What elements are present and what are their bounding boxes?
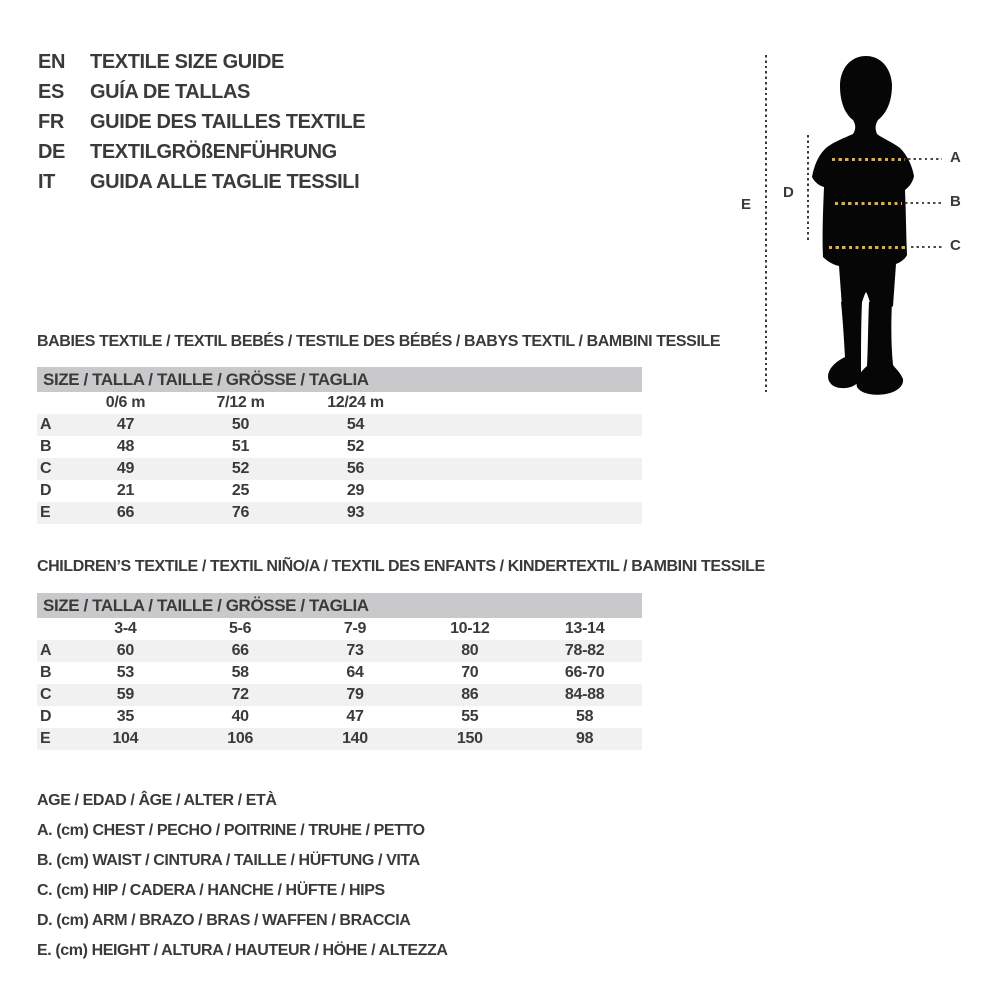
row-label: A — [40, 416, 52, 433]
cell: 21 — [116, 482, 135, 499]
height-measure-line-e — [765, 55, 767, 393]
row-label: D — [40, 482, 52, 499]
cell: 104 — [112, 730, 139, 747]
cell: 55 — [461, 708, 479, 725]
lang-code: EN — [38, 50, 65, 73]
lang-row-it — [38, 167, 365, 197]
measure-label-b: B — [950, 193, 961, 210]
table-row-b — [37, 662, 642, 684]
column-header: 12/24 m — [327, 394, 384, 411]
cell: 64 — [346, 664, 364, 681]
cell: 49 — [116, 460, 135, 477]
table-row-d — [37, 480, 642, 502]
cell: 150 — [456, 730, 483, 747]
cell: 66-70 — [564, 664, 605, 681]
cell: 106 — [227, 730, 254, 747]
row-label: C — [40, 460, 52, 477]
corner-spacer — [37, 392, 68, 414]
cell: 53 — [116, 664, 134, 681]
cell: 80 — [461, 642, 479, 659]
lang-label: TEXTILE SIZE GUIDE — [90, 50, 284, 73]
cell: 35 — [116, 708, 134, 725]
row-label: D — [40, 708, 52, 725]
legend-height: E. (cm) HEIGHT / ALTURA / HAUTEUR / HÖHE / ALTEZZA — [37, 942, 448, 959]
cell: 86 — [461, 686, 479, 703]
children-section-title: CHILDREN’S TEXTILE / TEXTIL NIÑO/A / TEXTIL DES ENFANTS / KINDERTEXTIL / BAMBINI TESSILE — [37, 558, 765, 575]
row-label: C — [40, 686, 52, 703]
babies-section-title: BABIES TEXTILE / TEXTIL BEBÉS / TESTILE DES BÉBÉS / BABYS TEXTIL / BAMBINI TESSILE — [37, 333, 721, 350]
cell: 52 — [231, 460, 250, 477]
size-header-bar: SIZE / TALLA / TAILLE / GRÖSSE / TAGLIA — [37, 593, 642, 618]
corner-spacer — [37, 618, 68, 640]
cell: 56 — [346, 460, 365, 477]
column-header: 10-12 — [450, 620, 490, 637]
cell: 98 — [576, 730, 594, 747]
hip-measure-leader-c — [911, 246, 942, 248]
waist-measure-leader-b — [905, 202, 942, 204]
cell: 58 — [231, 664, 249, 681]
column-header: 7-9 — [343, 620, 367, 637]
column-header: 3-4 — [114, 620, 137, 637]
lang-row-en — [38, 47, 365, 77]
child-silhouette-icon — [800, 50, 920, 395]
cell: 40 — [231, 708, 249, 725]
children-size-table — [37, 593, 642, 750]
language-title-list — [38, 47, 365, 197]
cell: 60 — [116, 642, 134, 659]
column-header: 13-14 — [564, 620, 605, 637]
babies-column-header-row — [37, 392, 642, 414]
cell: 93 — [346, 504, 365, 521]
size-header-bar: SIZE / TALLA / TAILLE / GRÖSSE / TAGLIA — [37, 367, 642, 392]
legend-age: AGE / EDAD / ÂGE / ALTER / ETÀ — [37, 792, 277, 809]
cell: 66 — [116, 504, 135, 521]
cell: 48 — [116, 438, 135, 455]
table-row-e — [37, 502, 642, 524]
table-row-c — [37, 684, 642, 706]
legend-hip: C. (cm) HIP / CADERA / HANCHE / HÜFTE / HIPS — [37, 882, 385, 899]
lang-label: GUIDA ALLE TAGLIE TESSILI — [90, 170, 360, 193]
cell: 52 — [346, 438, 365, 455]
cell: 25 — [231, 482, 250, 499]
arm-measure-line-d — [807, 135, 809, 243]
table-row-b — [37, 436, 642, 458]
measure-label-c: C — [950, 237, 961, 254]
cell: 58 — [576, 708, 594, 725]
cell: 59 — [116, 686, 134, 703]
hip-measure-line-c — [829, 246, 908, 249]
chest-measure-line-a — [832, 158, 905, 161]
table-row-e — [37, 728, 642, 750]
row-label: E — [40, 730, 51, 747]
lang-label: TEXTILGRÖßENFÜHRUNG — [90, 140, 337, 163]
table-row-a — [37, 414, 642, 436]
lang-row-fr — [38, 107, 365, 137]
cell: 140 — [342, 730, 368, 747]
measurement-legend — [37, 786, 448, 966]
row-label: B — [40, 438, 52, 455]
table-row-c — [37, 458, 642, 480]
measure-label-d: D — [783, 184, 794, 201]
row-label: A — [40, 642, 52, 659]
cell: 73 — [346, 642, 364, 659]
legend-chest: A. (cm) CHEST / PECHO / POITRINE / TRUHE / PETTO — [37, 822, 425, 839]
cell: 78-82 — [564, 642, 605, 659]
lang-code: ES — [38, 80, 64, 103]
column-header: 5-6 — [229, 620, 252, 637]
column-header: 0/6 m — [105, 394, 146, 411]
lang-label: GUÍA DE TALLAS — [90, 80, 250, 103]
table-row-a — [37, 640, 642, 662]
lang-code: IT — [38, 170, 55, 193]
cell: 50 — [231, 416, 250, 433]
lang-row-de — [38, 137, 365, 167]
cell: 70 — [461, 664, 479, 681]
children-column-header-row — [37, 618, 642, 640]
row-label: E — [40, 504, 51, 521]
lang-row-es — [38, 77, 365, 107]
cell: 84-88 — [564, 686, 605, 703]
cell: 47 — [116, 416, 135, 433]
column-header: 7/12 m — [216, 394, 265, 411]
babies-size-table — [37, 367, 642, 524]
legend-arm: D. (cm) ARM / BRAZO / BRAS / WAFFEN / BRACCIA — [37, 912, 411, 929]
cell: 72 — [231, 686, 249, 703]
table-row-d — [37, 706, 642, 728]
legend-waist: B. (cm) WAIST / CINTURA / TAILLE / HÜFTUNG / VITA — [37, 852, 420, 869]
row-label: B — [40, 664, 52, 681]
cell: 66 — [231, 642, 249, 659]
lang-code: DE — [38, 140, 65, 163]
chest-measure-leader-a — [908, 158, 942, 160]
measure-label-a: A — [950, 149, 961, 166]
cell: 54 — [346, 416, 365, 433]
cell: 51 — [231, 438, 250, 455]
lang-code: FR — [38, 110, 64, 133]
cell: 76 — [231, 504, 250, 521]
waist-measure-line-b — [835, 202, 902, 205]
cell: 47 — [346, 708, 364, 725]
measure-label-e: E — [741, 196, 751, 213]
cell: 79 — [346, 686, 364, 703]
cell: 29 — [346, 482, 365, 499]
lang-label: GUIDE DES TAILLES TEXTILE — [90, 110, 366, 133]
